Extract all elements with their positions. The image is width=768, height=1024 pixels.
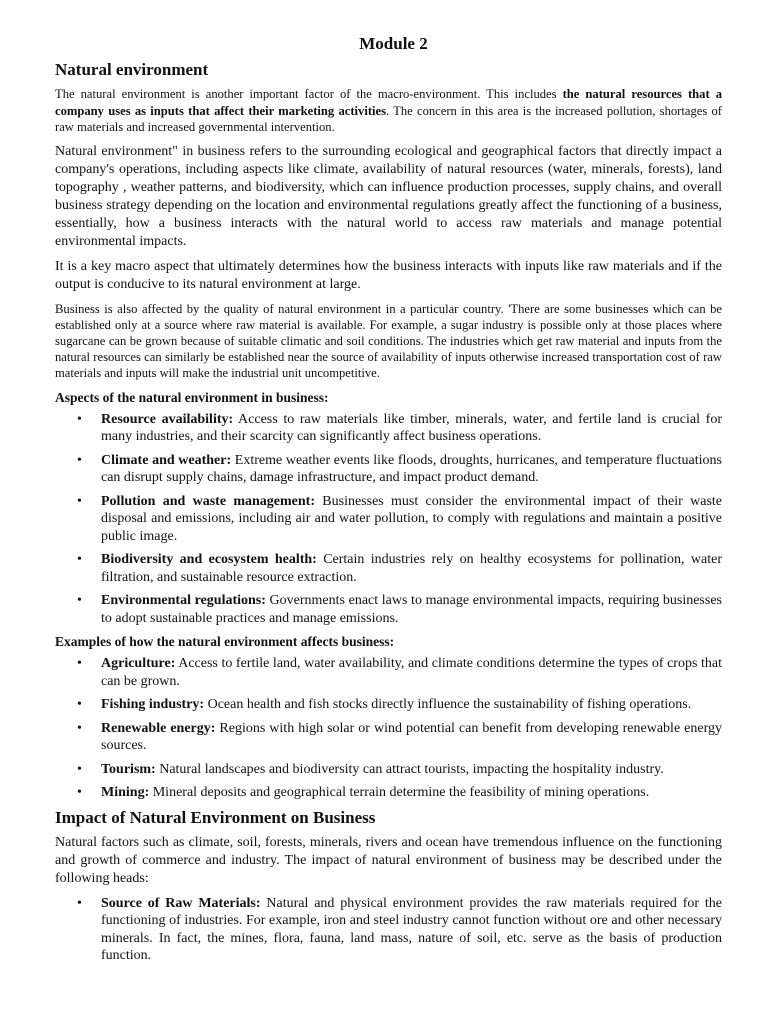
list-item: • Environmental regulations: Governments enact laws to manage environmental impacts, requiring businesses to adopt sustainable practices and manage emissions. — [55, 592, 722, 627]
paragraph-definition: Natural environment" in business refers to the surrounding ecological and geographical factors that directly impact a company's operations, including aspects like climate, availability of natural resources (water, minerals, forests), land topography , weather patterns, and biodiversity, which can influence production processes, supply chains, and overall business strategy depending on the location and environmental regulations greatly affect the functioning of a business, essentially, how a business interacts with the natural world to access raw materials and manage potential environmental impacts. — [55, 143, 722, 249]
aspects-heading: Aspects of the natural environment in business: — [55, 389, 329, 405]
paragraph-quality: Business is also affected by the quality of natural environment in a particular country. 'There are some businesses which can be established only at a source where raw material is available. For example, a sugar industry is possible only at those places where sugarcane can be grown because of suitable climatic and soil conditions. The industries which get raw material and inputs from the natural resources can similarly be established near the source of availability of inputs otherwise increased transportation cost of raw materials and inputs will make the industrial unit uncompetitive. — [55, 301, 722, 381]
list-item: • Source of Raw Materials: Natural and physical environment provides the raw materials required for the functioning of industries. For example, iron and steel industry cannot function without ore and other necessary minerals. In fact, the mines, flora, fauna, land mass, nature of soil, etc. serve as the basis of production function. — [55, 895, 722, 965]
section-heading-impact: Impact of Natural Environment on Business — [55, 807, 376, 827]
aspects-list — [55, 411, 722, 628]
module-title: Module 2 — [359, 34, 428, 53]
list-item: • Pollution and waste management: Businesses must consider the environmental impact of their waste disposal and emissions, including air and water pollution, to comply with regulations and maintain a positive public image. — [55, 493, 722, 546]
list-item: • Resource availability: Access to raw materials like timber, minerals, water, and fertile land is crucial for many industries, and their scarcity can significantly affect business operations. — [55, 411, 722, 446]
list-item: • Agriculture: Access to fertile land, water availability, and climate conditions determine the types of crops that can be grown. — [55, 655, 722, 690]
section-heading-natural-environment: Natural environment — [55, 60, 209, 79]
examples-list — [55, 655, 722, 802]
impact-list — [55, 895, 722, 965]
paragraph-macro-aspect: It is a key macro aspect that ultimately determines how the business interacts with inputs like raw materials and if the output is conducive to its natural environment at large. — [55, 258, 722, 292]
examples-heading: Examples of how the natural environment affects business: — [55, 634, 395, 650]
list-item: • Mining: Mineral deposits and geographical terrain determine the feasibility of mining operations. — [55, 784, 722, 802]
list-item: • Biodiversity and ecosystem health: Certain industries rely on healthy ecosystems for pollination, water filtration, and sustainable resource extraction. — [55, 551, 722, 586]
bold-phrase: the natural resources that a company uses as inputs that affect their marketing activities — [55, 87, 722, 118]
list-item: • Tourism: Natural landscapes and biodiversity can attract tourists, impacting the hospitality industry. — [55, 761, 722, 779]
list-item: • Renewable energy: Regions with high solar or wind potential can benefit from developing renewable energy sources. — [55, 720, 722, 755]
list-item: • Fishing industry: Ocean health and fish stocks directly influence the sustainability of fishing operations. — [55, 696, 722, 714]
list-item: • Climate and weather: Extreme weather events like floods, droughts, hurricanes, and temperature fluctuations can disrupt supply chains, damage infrastructure, and impact product demand. — [55, 452, 722, 487]
paragraph-intro: The natural environment is another important factor of the macro-environment. This includes the natural resources that a company uses as inputs that affect their marketing activities. The concern in this area is the increased pollution, shortages of raw materials and increased governmental intervention. — [55, 87, 722, 134]
paragraph-impact: Natural factors such as climate, soil, forests, minerals, rivers and ocean have tremendous influence on the functioning and growth of commerce and industry. The impact of natural environment of business may be described under the following heads: — [55, 834, 722, 886]
